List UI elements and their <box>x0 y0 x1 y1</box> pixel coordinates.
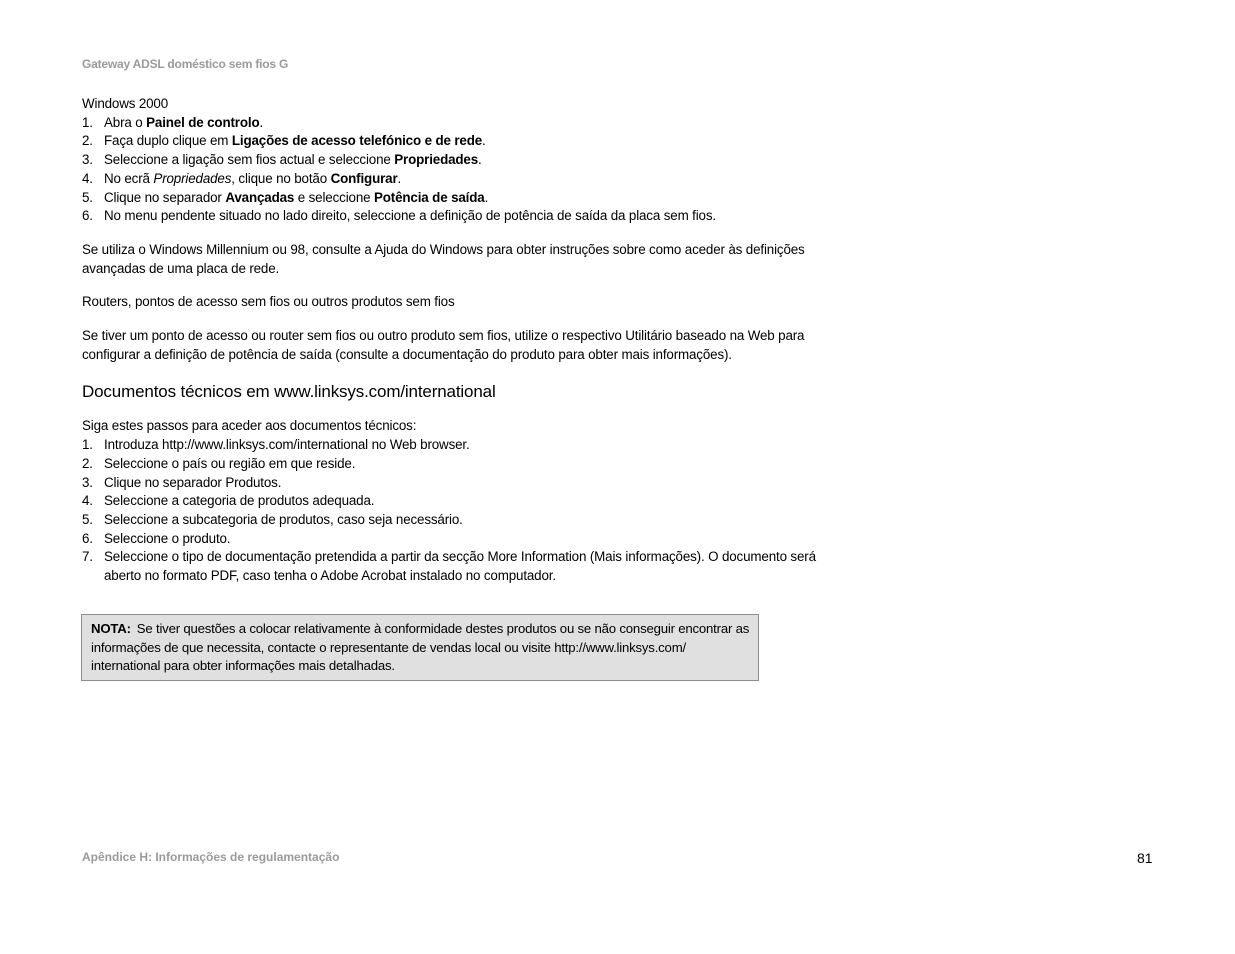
step-item <box>82 455 817 474</box>
step-text: e seleccione <box>294 189 374 205</box>
step-text: Clique no separador Produtos. <box>104 474 282 490</box>
step-text: Seleccione a ligação sem fios actual e seleccione <box>104 152 395 168</box>
running-header: Gateway ADSL doméstico sem fios G <box>82 57 289 71</box>
note-box <box>81 614 759 681</box>
step-text: Seleccione o tipo de documentação pretendida a partir da secção More Information (Mais informações). O documento será aberto no formato PDF, caso tenha o Adobe Acrobat instalado no computador. <box>104 549 816 584</box>
step-number: 5. <box>82 189 93 205</box>
step-text: . <box>397 170 402 186</box>
step-item <box>82 114 817 133</box>
step-item <box>82 492 817 511</box>
step-text: Clique no separador <box>104 189 226 205</box>
step-number: 4. <box>82 170 93 186</box>
step-text: Seleccione o produto. <box>104 530 231 546</box>
step-text: Abra o <box>104 114 147 130</box>
millennium-paragraph: Se utiliza o Windows Millennium ou 98, consulte a Ajuda do Windows para obter instruções sobre como aceder às definições avançadas de uma placa de rede. <box>82 241 805 276</box>
step-number: 2. <box>82 455 93 471</box>
windows-2000-steps <box>82 114 817 226</box>
step-text: Seleccione a categoria de produtos adequada. <box>104 493 375 509</box>
step-text: No ecrã <box>104 170 154 186</box>
step-item <box>82 170 817 189</box>
step-text: , clique no botão <box>231 170 331 186</box>
page-number: 81 <box>1137 850 1153 866</box>
step-item <box>82 151 817 170</box>
step-italic-text: Propriedades <box>153 170 232 186</box>
step-number: 5. <box>82 511 93 527</box>
step-number: 1. <box>82 114 93 130</box>
step-number: 1. <box>82 437 93 453</box>
step-bold-text: Painel de controlo <box>146 114 260 130</box>
step-item <box>82 436 817 455</box>
step-item <box>82 474 817 493</box>
windows-2000-heading: Windows 2000 <box>82 96 169 111</box>
step-text: Seleccione o país ou região em que reside. <box>104 455 356 471</box>
routers-paragraph: Se tiver um ponto de acesso ou router sem fios ou outro produto sem fios, utilize o respectivo Utilitário baseado na Web para configurar a definição de potência de saída (consulte a documentação do produto para obter mais informações). <box>82 328 805 362</box>
routers-heading: Routers, pontos de acesso sem fios ou outros produtos sem fios <box>82 294 455 310</box>
step-item <box>82 189 817 208</box>
tech-docs-intro: Siga estes passos para aceder aos documentos técnicos: <box>82 418 417 434</box>
step-number: 2. <box>82 133 93 149</box>
tech-docs-title: Documentos técnicos em www.linksys.com/international <box>82 382 496 402</box>
step-number: 7. <box>82 549 93 565</box>
step-text: Seleccione a subcategoria de produtos, caso seja necessário. <box>104 511 463 527</box>
step-text: Faça duplo clique em <box>104 133 232 149</box>
step-bold-text: Ligações de acesso telefónico e de rede <box>231 133 483 149</box>
step-item <box>82 132 817 151</box>
step-text: . <box>478 152 482 168</box>
step-number: 6. <box>82 530 93 546</box>
step-text: Introduza http://www.linksys.com/international no Web browser. <box>104 437 470 453</box>
footer-section-title: Apêndice H: Informações de regulamentação <box>82 850 340 864</box>
step-item <box>82 548 817 585</box>
step-number: 3. <box>82 152 93 168</box>
step-text: . <box>482 133 486 149</box>
step-text: No menu pendente situado no lado direito, seleccione a definição de potência de saída da placa sem fios. <box>104 208 716 224</box>
page-content <box>82 95 817 586</box>
step-text: . <box>484 189 489 205</box>
step-number: 4. <box>82 493 93 509</box>
note-label: NOTA: <box>91 621 131 636</box>
note-text: Se tiver questões a colocar relativamente à conformidade destes produtos ou se não conseguir encontrar as informações de que necessita, contacte o representante de vendas local ou visite http://www.linksys.com/ international para obter informações mais detalhadas. <box>91 621 750 674</box>
step-item <box>82 530 817 549</box>
step-text: . <box>259 114 264 130</box>
step-bold-text: Configurar <box>330 170 398 186</box>
step-bold-text: Avançadas <box>225 189 295 205</box>
step-bold-text: Potência de saída <box>373 189 485 205</box>
step-item <box>82 207 817 226</box>
step-bold-text: Propriedades <box>394 152 479 168</box>
step-number: 3. <box>82 474 93 490</box>
step-number: 6. <box>82 208 93 224</box>
step-item <box>82 511 817 530</box>
tech-docs-steps <box>82 436 817 586</box>
